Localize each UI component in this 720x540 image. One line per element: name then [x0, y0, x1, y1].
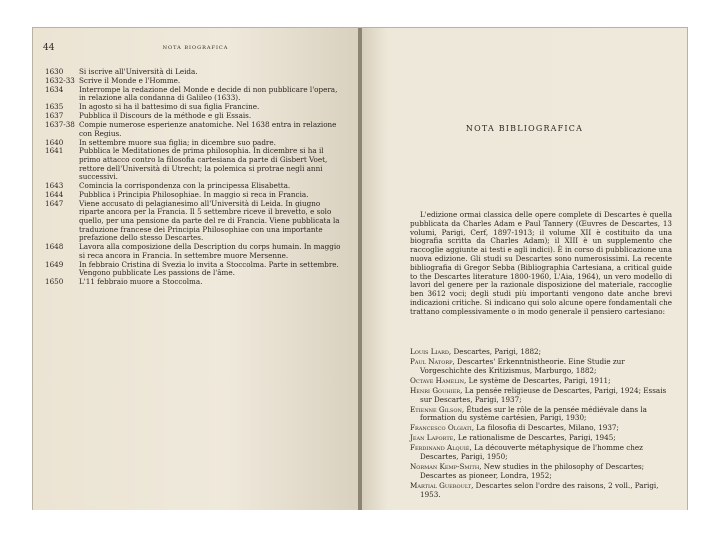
chronology-text: In febbraio Cristina di Svezia lo invita a Stoccolma. Parte in settembre. Vengono pubblicate Les passions de l'âme.	[79, 259, 339, 278]
reference-entry	[410, 358, 672, 376]
reference-details: , La filosofia di Descartes, Milano, 1937;	[471, 423, 619, 433]
chronology-row	[45, 261, 341, 278]
running-head: NOTA BIOGRAFICA	[162, 45, 229, 51]
page-number: 44	[43, 43, 55, 53]
chronology-year: 1641	[45, 146, 64, 156]
reference-author: Francesco Olgiati	[410, 423, 472, 433]
chronology-row	[45, 243, 341, 260]
chronology-text: Lavora alla composizione della Description du corps humain. In maggio si reca ancora in Francia. In settembre muore Mersenne.	[79, 242, 341, 260]
reference-entry	[410, 406, 672, 424]
chronology-year: 1632-33	[45, 75, 75, 85]
reference-entry	[410, 377, 672, 386]
scan-margin	[0, 510, 720, 540]
reference-author: Ferdinand Alquié	[410, 443, 470, 453]
chronology-year: 1643	[45, 181, 64, 191]
chronology-year: 1649	[45, 259, 64, 269]
right-page	[362, 28, 687, 510]
chronology-year: 1637-38	[45, 120, 75, 130]
chronology-year: 1630	[45, 67, 64, 76]
reference-details: , Descartes' Erkenntnistheorie. Eine Studie zur Vorgeschichte des Kritizismus, Marburgo, 1882;	[420, 356, 625, 375]
reference-author: Martial Gueroult	[410, 480, 472, 490]
chronology-year: 1644	[45, 189, 64, 199]
chronology-text: Si iscrive all'Università di Leida.	[79, 67, 198, 76]
reference-entry	[410, 444, 672, 462]
chronology-year: 1635	[45, 102, 64, 112]
chronology-row	[45, 86, 341, 103]
reference-details: , La pensée religieuse de Descartes, Parigi, 1924; Essais sur Descartes, Parigi, 1937;	[420, 385, 667, 404]
left-page	[33, 28, 358, 510]
reference-entry	[410, 424, 672, 433]
chronology-text: Pubblica le Meditationes de prima philosophia. In dicembre si ha il primo attacco contro la filosofia cartesiana da parte di Gisbert Voet, rettore dell'Università di Utrecht; la polemica si protrae negli anni successivi.	[79, 146, 328, 182]
chronology-row	[45, 200, 341, 243]
reference-entry	[410, 482, 672, 500]
reference-author: Norman Kemp-Smith	[410, 462, 480, 472]
reference-author: Louis Liard	[410, 347, 449, 356]
reference-details: , Le système de Descartes, Parigi, 1911;	[464, 375, 611, 385]
chronology-year: 1648	[45, 242, 64, 252]
chronology-text: Interrompe la redazione del Monde e decide di non pubblicare l'opera, in relazione alla condanna di Galileo (1633).	[79, 84, 338, 103]
reference-entry	[410, 348, 672, 357]
book-spread	[33, 28, 687, 510]
reference-entry	[410, 387, 672, 405]
reference-entry	[410, 434, 672, 443]
intro-paragraph: L'edizione ormai classica delle opere complete di Descartes è quella pubblicata da Charles Adam e Paul Tannery (Œuvres de Descartes, 13 volumi, Parigi, Cerf, 1897-1913; il volume XII è costituito da una biografia scritta da Charles Adam); il XIII è un supplemento che raccoglie aggiunte ai testi e agli indici). È in corso di pubblicazione una nuova edizione. Gli studi su Descartes sono numerosissimi. La recente bibliografia di Gregor Sebba (Bibliographia Cartesiana, a critical guide to the Descartes literature 1800-1960, L'Aia, 1964), un vero modello di lavori del genere per la razionale disposizione del materiale, raccoglie ben 3612 voci; degli studi più importanti vengono date anche brevi indicazioni critiche. Si indicano qui solo alcune opere fondamentali che trattano complessivamente o in modo generale il pensiero cartesiano:	[410, 210, 672, 316]
chronology-year: 1637	[45, 111, 64, 121]
reference-author: Octave Hamelin	[410, 375, 465, 385]
chronology-year: 1640	[45, 137, 64, 147]
chronology-year: 1647	[45, 198, 64, 208]
chronology-text: Scrive il Monde e l'Homme.	[79, 75, 181, 85]
chronology-text: In settembre muore sua figlia; in dicembre suo padre.	[79, 137, 276, 147]
reference-details: , Descartes selon l'ordre des raisons, 2 voll., Parigi, 1953.	[420, 480, 659, 499]
reference-author: Etienne Gilson	[410, 404, 462, 414]
chronology-row	[45, 278, 341, 287]
reference-entry	[410, 463, 672, 481]
chronology-text: Pubblica il Discours de la méthode e gli Essais.	[79, 111, 252, 121]
reference-details: , Le rationalisme de Descartes, Parigi, 1945;	[453, 433, 616, 443]
chronology-text: Comincia la corrispondenza con la principessa Elisabetta.	[79, 181, 291, 191]
reference-details: , Descartes, Parigi, 1882;	[448, 347, 542, 356]
chronology-text: Compie numerose esperienze anatomiche. Nel 1638 entra in relazione con Regius.	[79, 120, 337, 138]
reference-details: , La découverte métaphysique de l'homme chez Descartes, Parigi, 1950;	[420, 443, 643, 462]
reference-author: Henri Gouhier	[410, 385, 461, 395]
reference-list	[410, 348, 672, 501]
chronology-text: In agosto si ha il battesimo di sua figlia Francine.	[79, 102, 260, 112]
chronology-year: 1650	[45, 277, 64, 287]
reference-author: Jean Laporte	[410, 433, 454, 443]
reference-details: , New studies in the philosophy of Descartes; Descartes as pioneer, Londra, 1952;	[420, 462, 645, 480]
chronology-year: 1634	[45, 84, 64, 94]
chronology-text: Viene accusato di pelagianesimo all'Università di Leida. In giugno riparte ancora per la Francia. Il 5 settembre riceve il brevetto, e solo quello, per una pensione da parte del re di Francia. Viene pubblicata la traduzione francese dei Principia Philosophiae con una importante prefazione dello stesso Descartes.	[79, 198, 340, 243]
section-title: NOTA BIBLIOGRAFICA	[465, 124, 584, 133]
reference-details: , Études sur le rôle de la pensée médiévale dans la formation du système cartésien, Parigi, 1930;	[420, 404, 647, 423]
chronology-list	[45, 68, 341, 287]
reference-author: Paul Natorp	[410, 356, 453, 366]
chronology-row	[45, 147, 341, 181]
chronology-row	[45, 121, 341, 138]
chronology-text: Pubblica i Principia Philosophiae. In maggio si reca in Francia.	[79, 189, 309, 199]
chronology-text: L'11 febbraio muore a Stoccolma.	[79, 277, 203, 287]
